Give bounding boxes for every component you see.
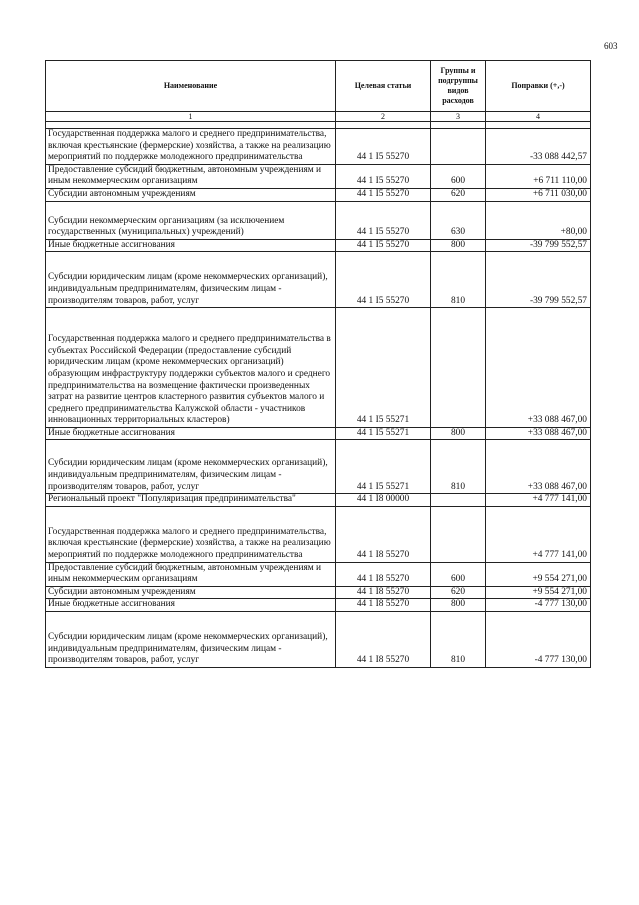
row-value: +80,00	[486, 201, 591, 239]
table-row	[46, 239, 591, 252]
row-group: 810	[431, 252, 486, 308]
row-code: 44 1 I5 55271	[336, 440, 431, 494]
table-row	[46, 562, 591, 586]
row-code: 44 1 I5 55270	[336, 252, 431, 308]
row-value: -39 799 552,57	[486, 252, 591, 308]
col-number: 3	[431, 112, 486, 122]
row-code: 44 1 I8 55270	[336, 612, 431, 668]
row-group: 800	[431, 427, 486, 440]
table-row	[46, 188, 591, 201]
table-row	[46, 308, 591, 428]
row-code: 44 1 I5 55271	[336, 308, 431, 428]
row-name: Иные бюджетные ассигнования	[46, 599, 336, 612]
row-value: -39 799 552,57	[486, 239, 591, 252]
table-row	[46, 164, 591, 188]
table-row	[46, 599, 591, 612]
row-name: Субсидии автономным учреждениям	[46, 586, 336, 599]
table-row	[46, 440, 591, 494]
row-name: Субсидии юридическим лицам (кроме некоммерческих организаций), индивидуальным предпринимателям, физическим лицам - производителям товаров, работ, услуг	[46, 440, 336, 494]
row-group	[431, 494, 486, 507]
row-name: Субсидии юридическим лицам (кроме некоммерческих организаций), индивидуальным предпринимателям, физическим лицам - производителям товаров, работ, услуг	[46, 252, 336, 308]
row-code: 44 1 I5 55270	[336, 164, 431, 188]
row-name: Иные бюджетные ассигнования	[46, 239, 336, 252]
row-group	[431, 308, 486, 428]
row-group: 810	[431, 440, 486, 494]
row-value: +33 088 467,00	[486, 440, 591, 494]
table-row	[46, 506, 591, 562]
row-value: +33 088 467,00	[486, 427, 591, 440]
header-groups: Группы и подгруппы видов расходов	[431, 61, 486, 112]
row-name: Предоставление субсидий бюджетным, автономным учреждениям и иным некоммерческим организациям	[46, 164, 336, 188]
row-value: -33 088 442,57	[486, 129, 591, 165]
row-code: 44 1 I8 00000	[336, 494, 431, 507]
row-code: 44 1 I5 55271	[336, 427, 431, 440]
row-value: +4 777 141,00	[486, 494, 591, 507]
row-group	[431, 506, 486, 562]
row-code: 44 1 I5 55270	[336, 129, 431, 165]
row-value: +9 554 271,00	[486, 586, 591, 599]
col-number: 1	[46, 112, 336, 122]
row-value: -4 777 130,00	[486, 612, 591, 668]
row-name: Иные бюджетные ассигнования	[46, 427, 336, 440]
table-row	[46, 129, 591, 165]
row-group: 800	[431, 239, 486, 252]
budget-table	[45, 60, 591, 668]
table-row	[46, 586, 591, 599]
row-code: 44 1 I8 55270	[336, 506, 431, 562]
row-group	[431, 129, 486, 165]
row-code: 44 1 I8 55270	[336, 586, 431, 599]
row-name: Государственная поддержка малого и среднего предпринимательства, включая крестьянские (фермерские) хозяйства, а также на реализацию мероприятий по поддержке молодежного предпринимательства	[46, 506, 336, 562]
page-number: 603	[604, 41, 618, 51]
row-group: 630	[431, 201, 486, 239]
table-row	[46, 427, 591, 440]
table-row	[46, 201, 591, 239]
row-name: Государственная поддержка малого и среднего предпринимательства, включая крестьянские (фермерские) хозяйства, а также на реализацию мероприятий по поддержке молодежного предпринимательства	[46, 129, 336, 165]
row-name: Предоставление субсидий бюджетным, автономным учреждениям и иным некоммерческим организациям	[46, 562, 336, 586]
header-amendments: Поправки (+,-)	[486, 61, 591, 112]
row-code: 44 1 I8 55270	[336, 599, 431, 612]
row-group: 620	[431, 188, 486, 201]
header-target: Целевая статьи	[336, 61, 431, 112]
col-number: 2	[336, 112, 431, 122]
row-group: 600	[431, 562, 486, 586]
column-number-row	[46, 112, 591, 122]
row-value: +4 777 141,00	[486, 506, 591, 562]
row-name: Региональный проект "Популяризация предпринимательства"	[46, 494, 336, 507]
table-row	[46, 494, 591, 507]
row-value: +9 554 271,00	[486, 562, 591, 586]
table-row	[46, 612, 591, 668]
row-group: 800	[431, 599, 486, 612]
row-value: +6 711 110,00	[486, 164, 591, 188]
row-name: Субсидии юридическим лицам (кроме некоммерческих организаций), индивидуальным предпринимателям, физическим лицам - производителям товаров, работ, услуг	[46, 612, 336, 668]
header-name: Наименование	[46, 61, 336, 112]
row-value: -4 777 130,00	[486, 599, 591, 612]
spacer-row	[46, 122, 591, 129]
row-code: 44 1 I5 55270	[336, 201, 431, 239]
table-header-row	[46, 61, 591, 112]
table-row	[46, 252, 591, 308]
row-value: +33 088 467,00	[486, 308, 591, 428]
row-name: Субсидии некоммерческим организациям (за исключением государственных (муниципальных) учреждений)	[46, 201, 336, 239]
row-group: 810	[431, 612, 486, 668]
row-group: 600	[431, 164, 486, 188]
row-code: 44 1 I5 55270	[336, 188, 431, 201]
row-name: Государственная поддержка малого и среднего предпринимательства в субъектах Российской Федерации (предоставление субсидий юридическим лицам (кроме некоммерческих организаций) образующим инфраструктуру поддержки субъектов малого и среднего предпринимательства на возмещение фактически произведенных затрат на развитие центров кластерного развития субъектов малого и среднего предпринимательства Калужской области - участников инновационных территориальных кластеров)	[46, 308, 336, 428]
row-name: Субсидии автономным учреждениям	[46, 188, 336, 201]
row-group: 620	[431, 586, 486, 599]
row-code: 44 1 I5 55270	[336, 239, 431, 252]
col-number: 4	[486, 112, 591, 122]
row-code: 44 1 I8 55270	[336, 562, 431, 586]
row-value: +6 711 030,00	[486, 188, 591, 201]
